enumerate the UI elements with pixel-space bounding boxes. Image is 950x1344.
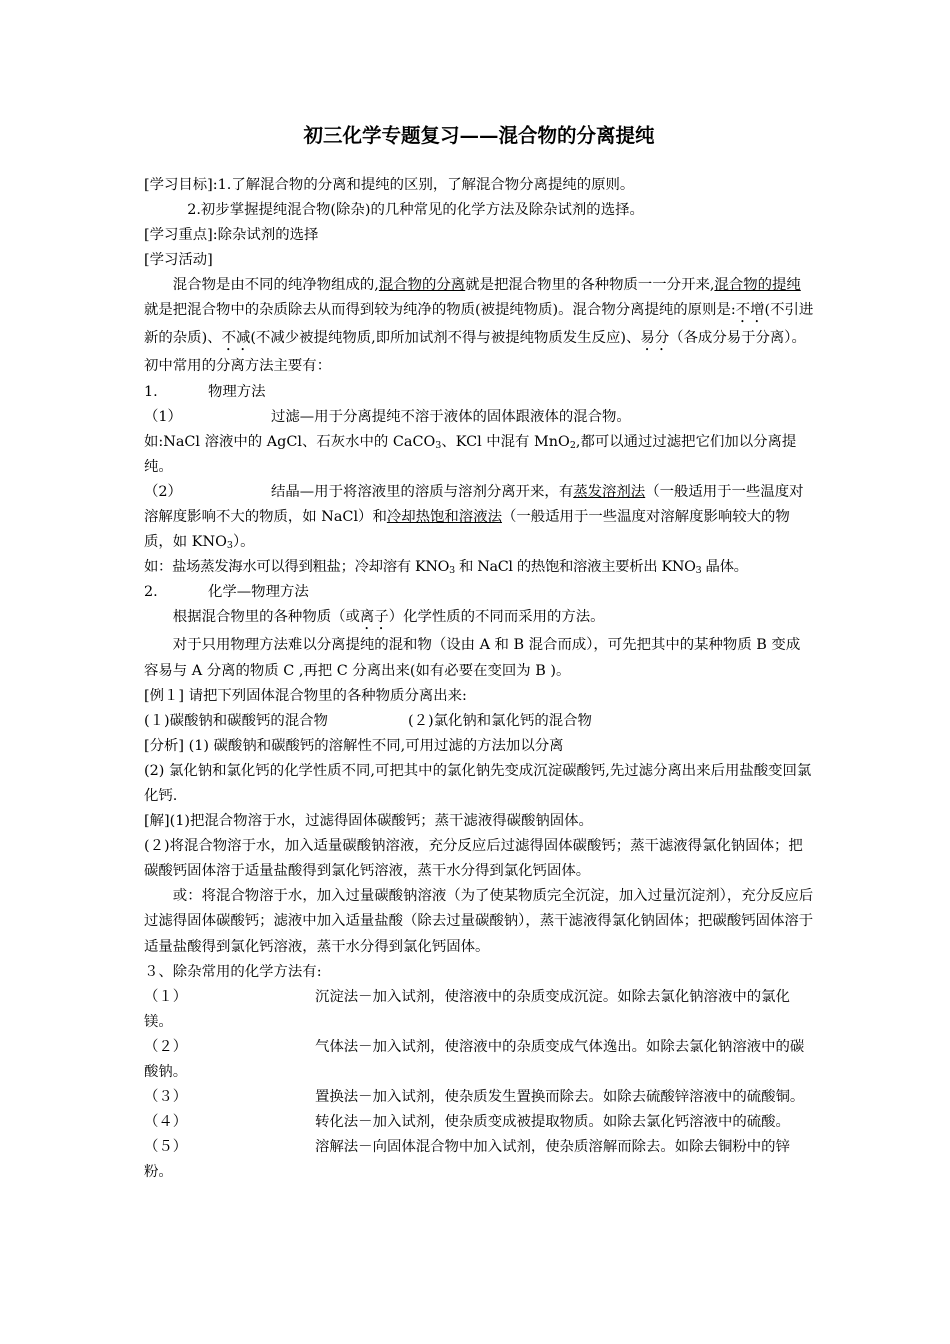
item-number: （２） xyxy=(144,1038,188,1055)
text: （一般适用于一些温度对溶解度影响较大的物质，如 KNO xyxy=(144,509,790,551)
text: 结晶—用于将溶液里的溶质与溶剂分离开来，有 xyxy=(271,483,574,500)
text: 、KCl 中混有 MnO xyxy=(441,433,570,450)
text: 如：盐场蒸发海水可以得到粗盐；冷却溶有 KNO xyxy=(144,559,450,576)
goals-text-1: 1.了解混合物的分离和提纯的区别，了解混合物分离提纯的原则。 xyxy=(217,177,635,193)
principle-no-reduce: 不减 xyxy=(221,330,251,347)
focus-text: 除杂试剂的选择 xyxy=(217,227,319,244)
item-number: （５） xyxy=(144,1139,188,1156)
intro-text-6: （各成分易于分离）。初中常用的分离方法主要有： xyxy=(144,330,806,375)
example1-solution-3: 或：将混合物溶于水，加入过量碳酸钠溶液（为了使某物质完全沉淀，加入过量沉淀剂），充分反应后过滤得固体碳酸钙；滤液中加入适量盐酸（除去过量碳酸钠），蒸干滤液得氯化钠固体；把碳酸钙固体溶于适量盐酸得到氯化钙溶液，蒸干水分得到氯化钙固体。 xyxy=(144,888,814,955)
item-text: 沉淀法－加入试剂，使溶液中的杂质变成沉淀。如除去氯化钠溶液中的氯化镁。 xyxy=(144,988,790,1030)
item-text: 置换法－加入试剂，使杂质发生置换而除去。如除去硫酸锌溶液中的硫酸铜。 xyxy=(315,1089,805,1106)
subscript: 3 xyxy=(435,439,442,451)
method-item xyxy=(144,1085,814,1110)
section-heading: 化学—物理方法 xyxy=(208,584,309,601)
term-ion: 离子 xyxy=(359,609,389,626)
text: ,都可以通过过滤把它们加以分离提纯。 xyxy=(144,433,797,475)
crystallization-example xyxy=(144,555,814,580)
text: ）。 xyxy=(232,534,255,551)
example1-item-2: (２)氯化钠和氯化钙的混合物 xyxy=(408,712,592,729)
principle-no-add: 不增 xyxy=(735,302,765,319)
principle-easy-separate: 易分 xyxy=(640,330,670,347)
section-number: 1. xyxy=(144,383,158,400)
example1-label: [例１] 请把下列固体混合物里的各种物质分离出来: xyxy=(144,687,467,704)
intro-text-3: 就是把混合物中的杂质除去从而得到较为纯净的物质(被提纯物质)。混合物分离提纯的原则是: xyxy=(144,302,736,319)
intro-text-4: (不引进新的杂质)、 xyxy=(144,302,814,347)
example1-analysis-2: (2) 氯化钠和氯化钙的化学性质不同,可把其中的氯化钠先变成沉淀碳酸钙,先过滤分离出来后用盐酸变回氯化钙. xyxy=(144,762,812,804)
example1-analysis-1: [分析] (1) 碳酸钠和碳酸钙的溶解性不同,可用过滤的方法加以分离 xyxy=(144,737,564,754)
term-evaporation: 蒸发溶剂法 xyxy=(573,483,646,500)
subscript: 3 xyxy=(226,540,233,552)
page-title: 初三化学专题复习——混合物的分离提纯 xyxy=(303,124,655,147)
filter-example xyxy=(144,430,814,480)
method-item xyxy=(144,1110,814,1135)
subscript: 2 xyxy=(569,439,576,451)
subscript: 3 xyxy=(449,565,455,577)
item-text: 气体法－加入试剂，使溶液中的杂质变成气体逸出。如除去氯化钠溶液中的碳酸钠。 xyxy=(144,1038,805,1080)
item-text: 过滤—用于分离提纯不溶于液体的固体跟液体的混合物。 xyxy=(271,408,631,425)
method-item xyxy=(144,1035,814,1085)
method-item xyxy=(144,1135,814,1185)
section-number: 2. xyxy=(144,584,158,601)
text: 根据混合物里的各种物质（或 xyxy=(172,609,360,626)
item-text: 转化法－加入试剂，使杂质变成被提取物质。如除去氯化钙溶液中的硫酸。 xyxy=(315,1114,790,1131)
text: 和 NaCl 的热饱和溶液主要析出 KNO xyxy=(454,559,696,576)
goals-label: [学习目标]: xyxy=(144,177,218,193)
intro-text-1: 混合物是由不同的纯净物组成的, xyxy=(172,277,379,294)
text: 晶体。 xyxy=(701,559,748,576)
example1-items xyxy=(144,709,814,734)
chemphys-paragraph-2: 对于只用物理方法难以分离提纯的混和物（设由 A 和 B 混合而成），可先把其中的某种物质 B 变成容易与 A 分离的物质 C ,再把 C 分离出来(如有必要在变回为 B )。 xyxy=(144,637,801,679)
item-number: （1） xyxy=(144,408,182,425)
learning-focus xyxy=(144,223,814,248)
text: ）化学性质的不同而采用的方法。 xyxy=(388,609,605,626)
focus-label: [学习重点]: xyxy=(144,227,218,244)
learning-goals-line2: 2.初步掌握提纯混合物(除杂)的几种常见的化学方法及除杂试剂的选择。 xyxy=(187,202,644,219)
crystallization-item xyxy=(144,480,814,555)
learning-goals-line1 xyxy=(144,173,814,198)
example1-solution-1: [解](1)把混合物溶于水，过滤得固体碳酸钙；蒸干滤液得碳酸钠固体。 xyxy=(144,813,593,830)
filter-item xyxy=(144,405,814,430)
text: （一般适用于一些温度对溶解度影响不大的物质，如 NaCl）和 xyxy=(144,483,804,526)
section-physical-heading xyxy=(144,380,814,405)
subscript: 3 xyxy=(695,565,702,577)
example1-item-1: (１)碳酸钠和碳酸钙的混合物 xyxy=(144,712,328,729)
item-number: （４） xyxy=(144,1114,188,1131)
learning-activity-label: [学习活动] xyxy=(144,252,213,269)
term-purification: 混合物的提纯 xyxy=(714,277,801,294)
item-number: （１） xyxy=(144,988,188,1005)
methods-heading: ３、除杂常用的化学方法有: xyxy=(144,963,322,980)
intro-paragraph xyxy=(144,273,814,379)
term-separation: 混合物的分离 xyxy=(378,277,466,294)
item-text: 溶解法－向固体混合物中加入试剂，使杂质溶解而除去。如除去铜粉中的锌粉。 xyxy=(144,1139,790,1181)
text: 如:NaCl 溶液中的 AgCl、石灰水中的 CaCO xyxy=(144,433,436,450)
method-item xyxy=(144,985,814,1035)
section-heading: 物理方法 xyxy=(208,383,266,400)
chemphys-paragraph-1 xyxy=(144,605,814,633)
item-number: （３） xyxy=(144,1089,188,1106)
intro-text-2: 就是把混合物里的各种物质一一分开来, xyxy=(465,277,715,294)
intro-text-5: (不减少被提纯物质,即所加试剂不得与被提纯物质发生反应)、 xyxy=(250,330,641,347)
item-number: （2） xyxy=(144,483,182,500)
section-chemphys-heading xyxy=(144,580,814,605)
term-cooling: 冷却热饱和溶液法 xyxy=(386,509,502,526)
example1-solution-2: (２)将混合物溶于水，加入适量碳酸钠溶液，充分反应后过滤得固体碳酸钙；蒸干滤液得氯化钠固体；把碳酸钙固体溶于适量盐酸得到氯化钙溶液，蒸干水分得到氯化钙固体。 xyxy=(144,838,803,880)
